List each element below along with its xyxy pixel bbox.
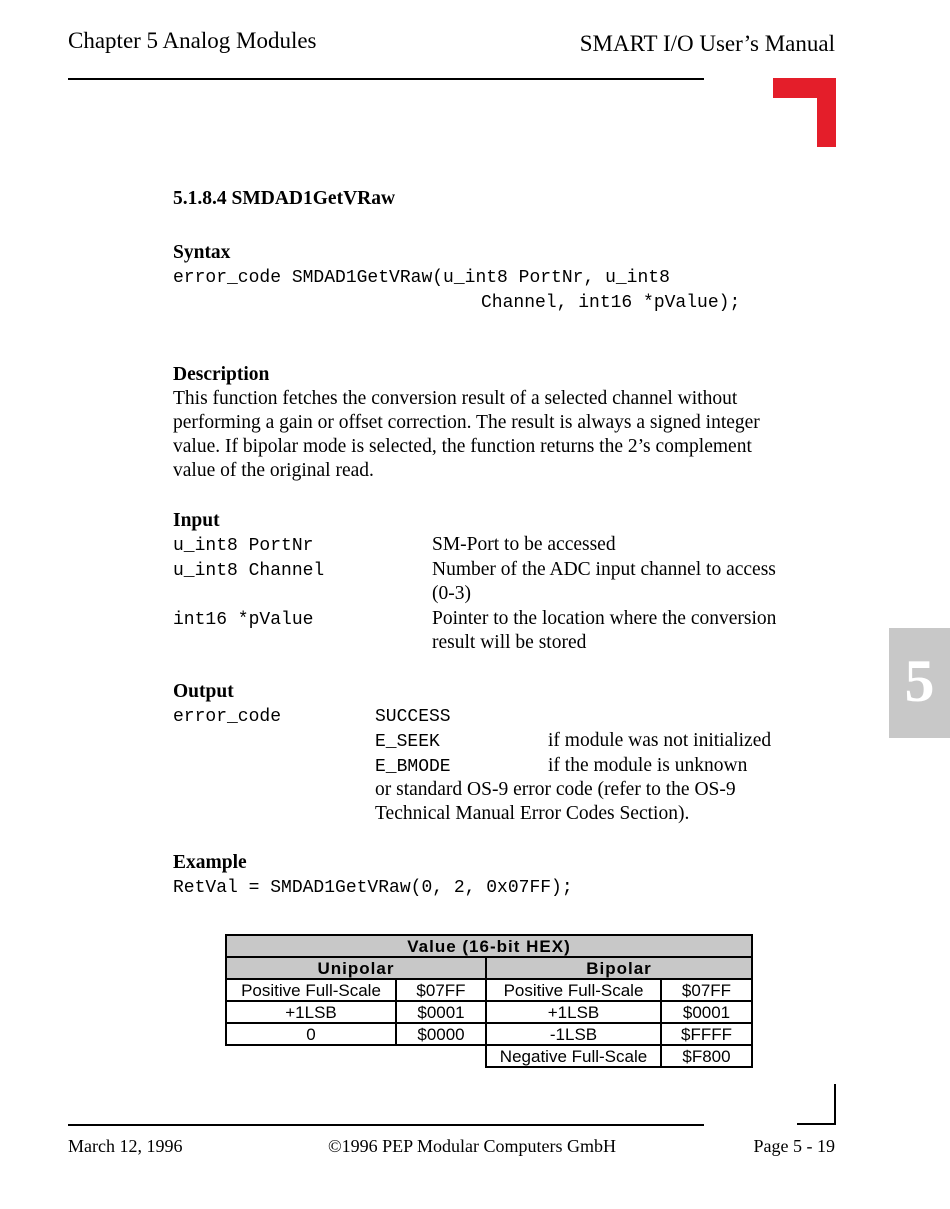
input-param-desc: result will be stored [432,632,587,653]
corner-bracket-icon [797,1084,836,1125]
header-manual-title: SMART I/O User’s Manual [579,31,835,56]
chapter-tab-number: 5 [904,648,935,714]
syntax-line-2: Channel, int16 *pValue); [481,293,741,313]
table-row [226,1023,752,1045]
table-cell: $F800 [661,1045,752,1067]
unipolar-header: Unipolar [226,957,486,979]
input-param-desc: Number of the ADC input channel to access [432,559,776,580]
table-cell: -1LSB [486,1023,661,1045]
input-heading: Input [173,510,220,531]
chapter-tab [889,628,950,738]
output-code: E_BMODE [375,757,451,777]
output-code-desc: if the module is unknown [548,755,748,776]
output-note-line: Technical Manual Error Codes Section). [375,803,690,824]
footer-copyright: ©1996 PEP Modular Computers GmbH [328,1136,617,1156]
footer-rule [68,1124,704,1126]
input-param-desc: Pointer to the location where the conversion [432,608,777,629]
input-param-desc: (0-3) [432,583,471,604]
table-cell: $FFFF [661,1023,752,1045]
description-line: This function fetches the conversion result of a selected channel without [173,388,738,409]
input-param-name: u_int8 Channel [173,561,325,581]
table-cell: $0001 [396,1001,486,1023]
output-type: error_code [173,707,282,727]
section-title: 5.1.8.4 SMDAD1GetVRaw [173,188,396,209]
table-cell: $0001 [661,1001,752,1023]
table-row [226,979,752,1001]
output-code: SUCCESS [375,707,451,727]
output-note-line: or standard OS-9 error code (refer to the OS-9 [375,779,736,800]
table-row [226,935,752,957]
table-cell: +1LSB [486,1001,661,1023]
description-line: performing a gain or offset correction. The result is always a signed integer [173,412,760,433]
corner-mark-icon [773,78,836,147]
header-chapter: Chapter 5 Analog Modules [68,28,317,53]
bipolar-header: Bipolar [486,957,752,979]
table-cell: Negative Full-Scale [486,1045,661,1067]
footer-page-number: Page 5 - 19 [753,1136,835,1156]
input-param-name: u_int8 PortNr [173,536,314,556]
table-row [226,1045,752,1067]
syntax-line-1: error_code SMDAD1GetVRaw(u_int8 PortNr, u_int8 [173,268,670,288]
output-code: E_SEEK [375,732,440,752]
syntax-heading: Syntax [173,242,231,263]
table-row [226,957,752,979]
table-row [226,1001,752,1023]
table-cell: $07FF [661,979,752,1001]
table-cell: Positive Full-Scale [226,979,396,1001]
table-cell [226,1045,396,1067]
table-cell: 0 [226,1023,396,1045]
input-param-name: int16 *pValue [173,610,314,630]
output-code-desc: if module was not initialized [548,730,772,751]
table-cell: Positive Full-Scale [486,979,661,1001]
description-line: value. If bipolar mode is selected, the function returns the 2’s complement [173,436,752,457]
table-title: Value (16-bit HEX) [226,935,752,957]
description-line: value of the original read. [173,460,374,481]
description-heading: Description [173,364,270,385]
table-cell [396,1045,486,1067]
table-cell: $0000 [396,1023,486,1045]
table-cell: +1LSB [226,1001,396,1023]
example-heading: Example [173,852,247,873]
header-rule [68,78,704,80]
value-table [225,934,753,1068]
table-cell: $07FF [396,979,486,1001]
footer-date: March 12, 1996 [68,1136,183,1156]
example-code: RetVal = SMDAD1GetVRaw(0, 2, 0x07FF); [173,878,573,898]
input-param-desc: SM-Port to be accessed [432,534,616,555]
output-heading: Output [173,681,234,702]
